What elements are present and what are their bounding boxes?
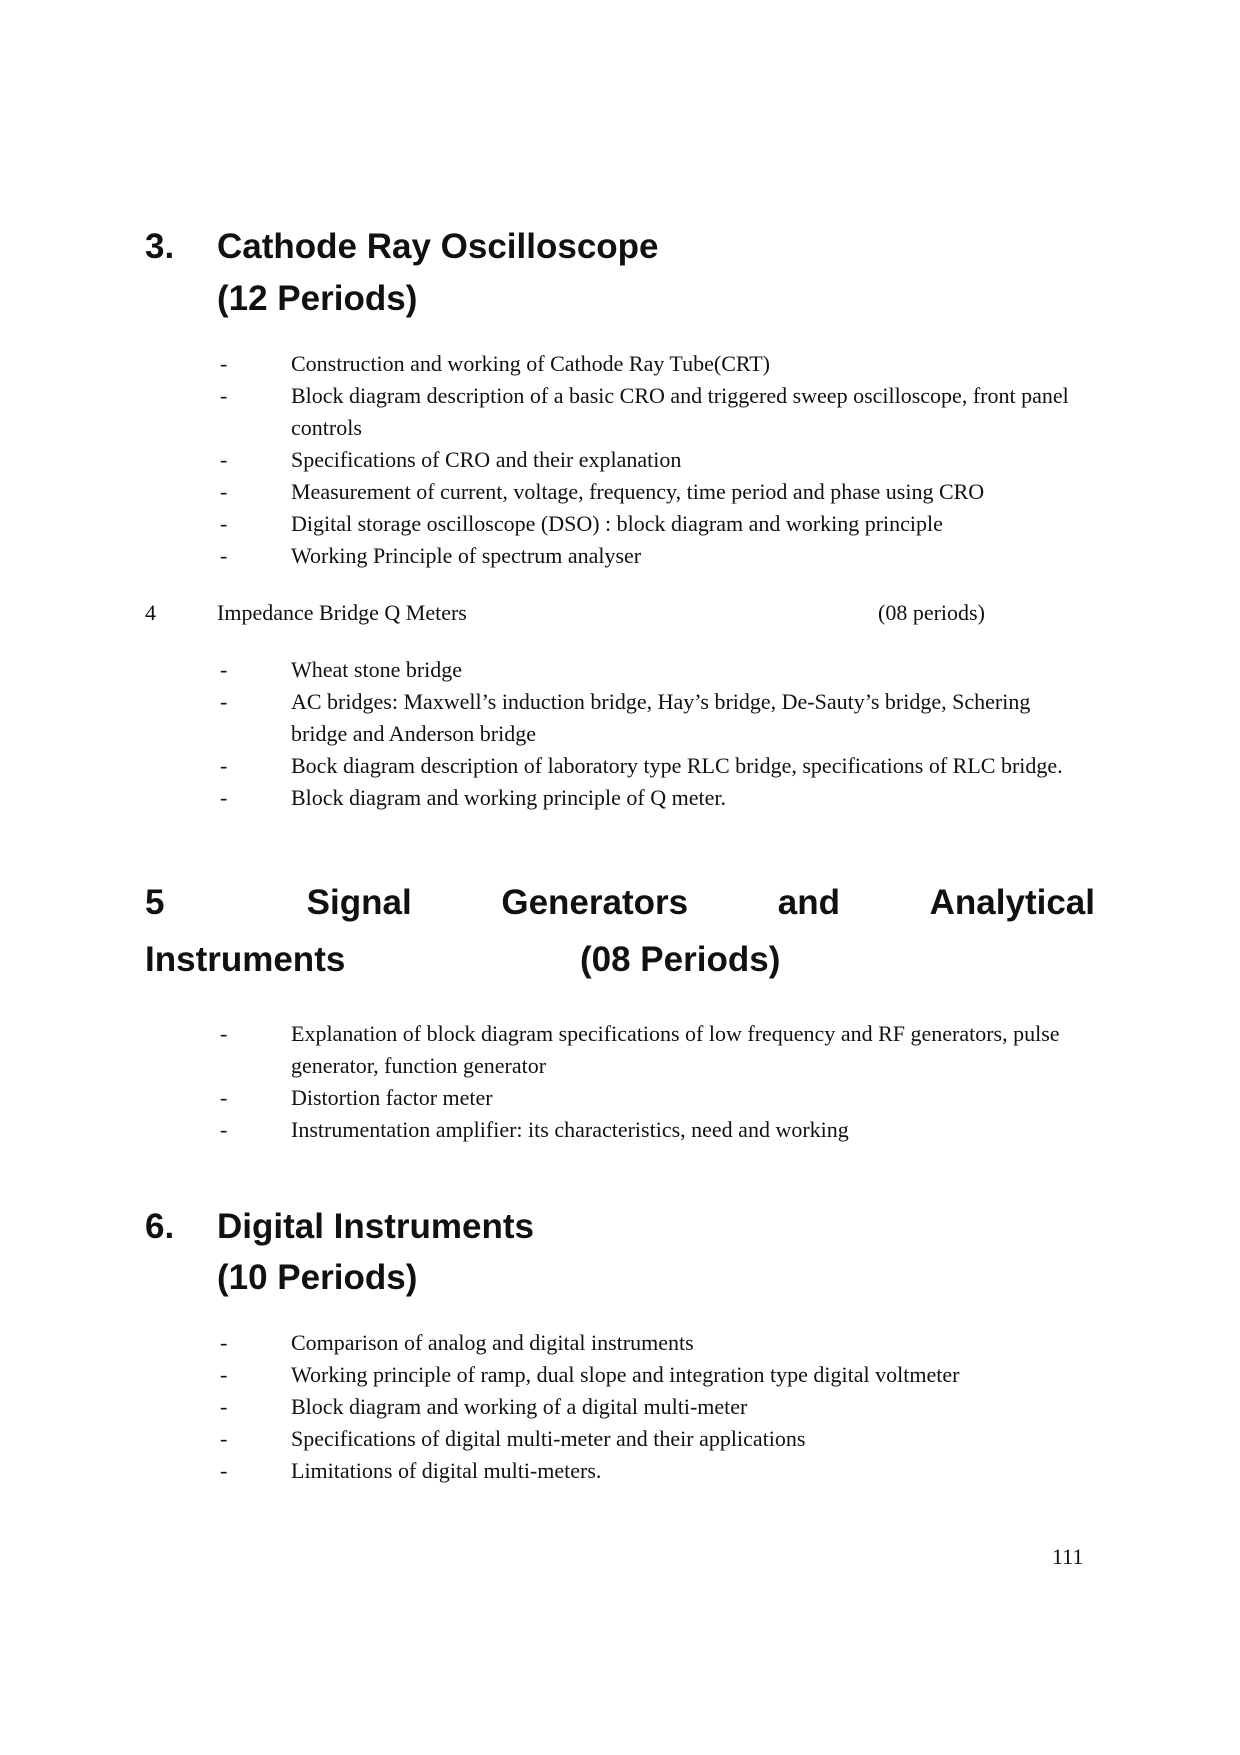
bullet-dash: -: [220, 1021, 228, 1046]
list-item-text: Instrumentation amplifier: its characteristics, need and working: [291, 1117, 849, 1142]
bullet-dash: -: [220, 1117, 228, 1142]
section-5-heading-line1: [145, 885, 1095, 920]
bullet-dash: -: [220, 1085, 228, 1110]
bullet-dash: -: [220, 511, 228, 536]
bullet-dash: -: [220, 543, 228, 568]
bullet-dash: -: [220, 1458, 228, 1483]
section-6-number: 6.: [145, 1207, 175, 1246]
list-item-text: Explanation of block diagram specifications of low frequency and RF generators, pulse generator, function generator: [291, 1021, 1060, 1078]
section-3-list: [0, 348, 1240, 572]
list-item-text: Specifications of digital multi-meter and their applications: [291, 1426, 806, 1451]
page-number: 111: [1052, 1544, 1084, 1569]
section-4-title: Impedance Bridge Q Meters: [217, 600, 467, 625]
bullet-dash: -: [220, 479, 228, 504]
section-5-title-word: and: [777, 883, 840, 922]
list-item-text: Construction and working of Cathode Ray Tube(CRT): [291, 351, 770, 376]
list-item-text: Block diagram and working of a digital multi-meter: [291, 1394, 748, 1419]
section-5-title-word: Analytical: [929, 883, 1095, 922]
list-item: [0, 1455, 1240, 1487]
bullet-dash: -: [220, 785, 228, 810]
bullet-dash: -: [220, 1394, 228, 1419]
bullet-dash: -: [220, 1330, 228, 1355]
bullet-dash: -: [220, 657, 228, 682]
section-4-periods: (08 periods): [878, 600, 985, 625]
section-5-list: [0, 1018, 1240, 1146]
list-item-text: Wheat stone bridge: [291, 657, 463, 682]
list-item: [0, 348, 1240, 380]
list-item-text: Digital storage oscilloscope (DSO) : block diagram and working principle: [291, 511, 943, 536]
list-item: [0, 540, 1240, 572]
section-4-number: 4: [145, 600, 156, 625]
list-item: [0, 380, 1240, 444]
section-3-title: Cathode Ray Oscilloscope: [217, 227, 659, 266]
list-item: [0, 750, 1240, 782]
bullet-dash: -: [220, 689, 228, 714]
bullet-dash: -: [220, 351, 228, 376]
section-6-periods: (10 Periods): [217, 1258, 418, 1297]
section-5-title-line2: Instruments: [145, 940, 346, 979]
list-item: [0, 444, 1240, 476]
list-item: [0, 1391, 1240, 1423]
list-item: [0, 1114, 1240, 1146]
section-5-title-word: Generators: [501, 883, 689, 922]
list-item: [0, 686, 1240, 750]
section-6-list: [0, 1327, 1240, 1487]
section-3-number: 3.: [145, 227, 175, 266]
list-item: [0, 782, 1240, 814]
list-item-text: Working principle of ramp, dual slope and integration type digital voltmeter: [291, 1362, 960, 1387]
list-item: [0, 1018, 1240, 1082]
bullet-dash: -: [220, 383, 228, 408]
section-3-periods: (12 Periods): [217, 279, 418, 318]
list-item-text: Comparison of analog and digital instruments: [291, 1330, 694, 1355]
list-item-text: Measurement of current, voltage, frequency, time period and phase using CRO: [291, 479, 985, 504]
list-item-text: Specifications of CRO and their explanation: [291, 447, 682, 472]
list-item: [0, 1082, 1240, 1114]
bullet-dash: -: [220, 753, 228, 778]
list-item-text: Block diagram description of a basic CRO and triggered sweep oscilloscope, front panel controls: [291, 383, 1069, 440]
bullet-dash: -: [220, 1426, 228, 1451]
section-5-periods: (08 Periods): [580, 940, 781, 979]
bullet-dash: -: [220, 1362, 228, 1387]
list-item-text: Limitations of digital multi-meters.: [291, 1458, 602, 1483]
list-item-text: Distortion factor meter: [291, 1085, 493, 1110]
list-item: [0, 1423, 1240, 1455]
list-item-text: Block diagram and working principle of Q meter.: [291, 785, 726, 810]
list-item-text: Bock diagram description of laboratory type RLC bridge, specifications of RLC bridge.: [291, 753, 1063, 778]
list-item-text: Working Principle of spectrum analyser: [291, 543, 642, 568]
list-item: [0, 508, 1240, 540]
section-5-number: 5: [145, 883, 165, 922]
list-item-text: AC bridges: Maxwell’s induction bridge, Hay’s bridge, De-Sauty’s bridge, Schering bridge and Anderson bridge: [291, 689, 1031, 746]
list-item: [0, 1359, 1240, 1391]
section-6-title: Digital Instruments: [217, 1207, 534, 1246]
section-4-list: [0, 654, 1240, 814]
list-item: [0, 476, 1240, 508]
list-item: [0, 654, 1240, 686]
section-5-title-word: Signal: [306, 883, 412, 922]
bullet-dash: -: [220, 447, 228, 472]
list-item: [0, 1327, 1240, 1359]
